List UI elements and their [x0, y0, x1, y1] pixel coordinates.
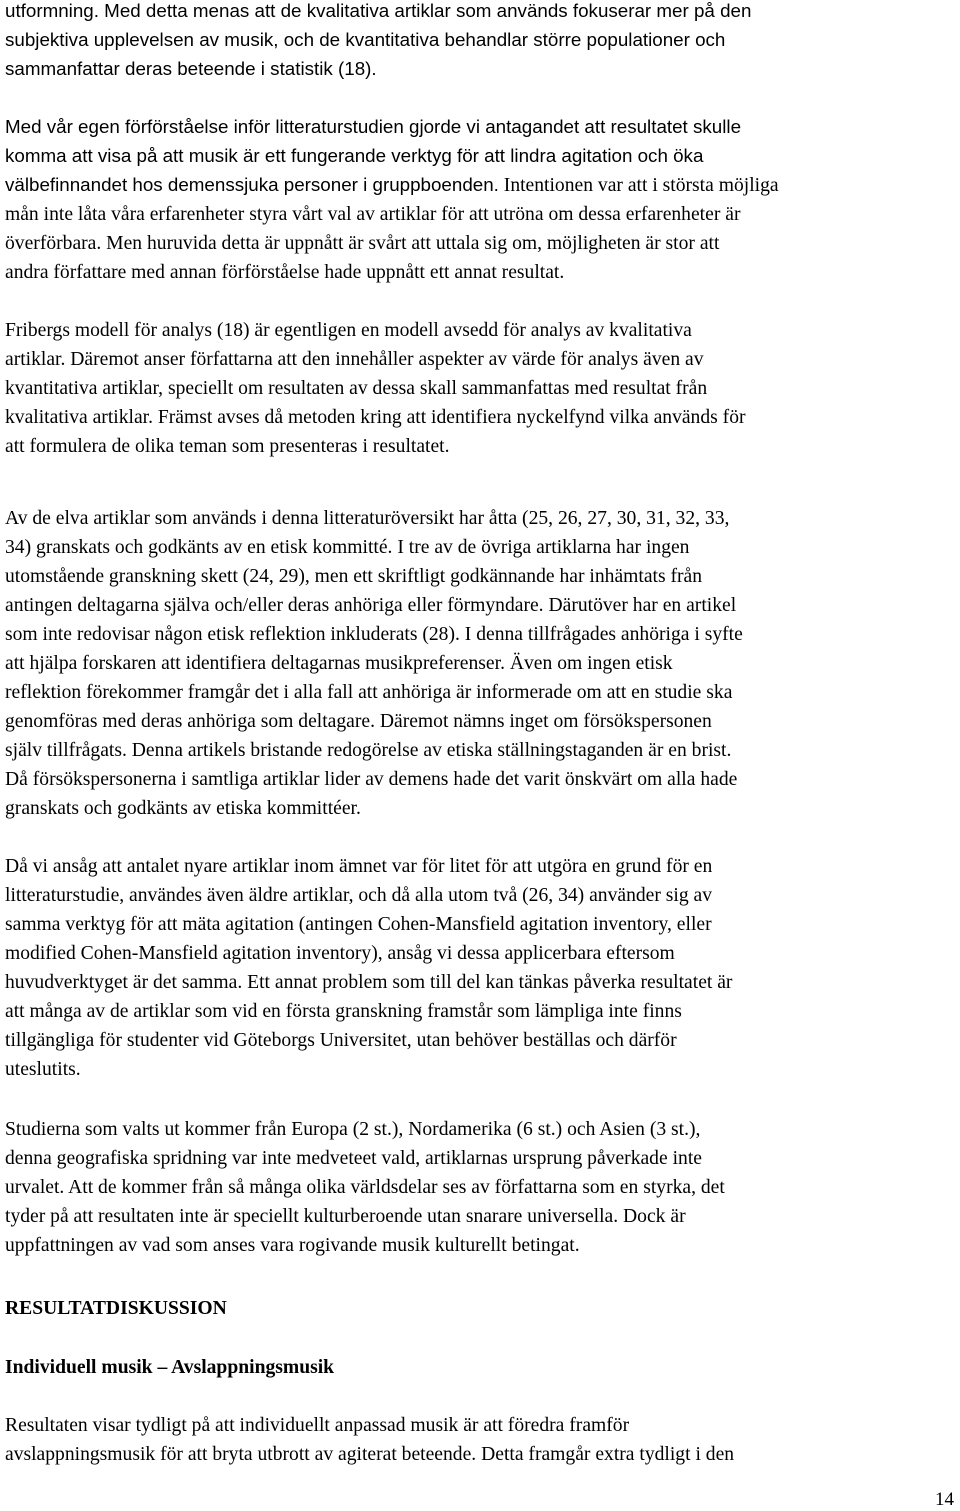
text-line: litteraturstudie, användes även äldre artiklar, och då alla utom två (26, 34) använder sig av	[5, 885, 713, 906]
paragraph-2	[5, 112, 779, 287]
subsection-heading: Individuell musik – Avslappningsmusik	[5, 1357, 335, 1378]
text-line: Studierna som valts ut kommer från Europa (2 st.), Nordamerika (6 st.) och Asien (3 st.),	[5, 1119, 701, 1140]
section-heading: RESULTATDISKUSSION	[5, 1298, 227, 1319]
text-line: urvalet. Att de kommer från så många olika världsdelar ses av författarna som en styrka, det	[5, 1177, 725, 1198]
text-line: att formulera de olika teman som presenteras i resultatet.	[5, 436, 450, 457]
text-line: kvantitativa artiklar, speciellt om resultaten av dessa skall sammanfattas med resultat från	[5, 378, 708, 399]
text-line: andra författare med annan förförståelse hade uppnått ett annat resultat.	[5, 262, 565, 283]
text-line: reflektion förekommer framgår det i alla fall att anhöriga är informerade om att en studie ska	[5, 682, 733, 703]
text-line: komma att visa på att musik är ett fungerande verktyg för att lindra agitation och öka	[5, 145, 704, 166]
text-line: uteslutits.	[5, 1059, 81, 1080]
text-line: subjektiva upplevelsen av musik, och de kvantitativa behandlar större populationer och	[5, 29, 726, 50]
text-line: själv tillfrågats. Denna artikels bristande redogörelse av etiska ställningstaganden är en brist.	[5, 740, 732, 761]
text-line: Fribergs modell för analys (18) är egentligen en modell avsedd för analys av kvalitativa	[5, 320, 692, 341]
text-line: samma verktyg för att mäta agitation (antingen Cohen-Mansfield agitation inventory, eller	[5, 914, 712, 935]
text-line: mån inte låta våra erfarenheter styra vårt val av artiklar för att utröna om dessa erfarenheter är	[5, 204, 741, 225]
paragraph-7	[5, 1411, 734, 1469]
paragraph-1	[5, 0, 751, 83]
paragraph-5	[5, 852, 732, 1084]
paragraph-6	[5, 1115, 725, 1260]
text-line: att många av de artiklar som vid en första granskning framstår som lämpliga inte finns	[5, 1001, 682, 1022]
text-line: Då försökspersonerna i samtliga artiklar lider av demens hade det varit önskvärt om alla hade	[5, 769, 738, 790]
text-line: Av de elva artiklar som används i denna litteraturöversikt har åtta (25, 26, 27, 30, 31, 32, 33,	[5, 508, 730, 529]
text-line: antingen deltagarna själva och/eller deras anhöriga eller förmyndare. Därutöver har en artikel	[5, 595, 737, 616]
paragraph-3	[5, 316, 746, 461]
text-line: Med vår egen förförståelse inför litteraturstudien gjorde vi antagandet att resultatet skulle	[5, 116, 742, 137]
text-line: avslappningsmusik för att bryta utbrott av agiterat beteende. Detta framgår extra tydligt i den	[5, 1444, 735, 1465]
text-line: Då vi ansåg att antalet nyare artiklar inom ämnet var för litet för att utgöra en grund för en	[5, 856, 713, 877]
text-line: att hjälpa forskaren att identifiera deltagarnas musikpreferenser. Även om ingen etisk	[5, 653, 673, 674]
text-segment: Intentionen var att i största möjliga	[498, 175, 779, 196]
text-line: uppfattningen av vad som anses vara rogivande musik kulturellt betingat.	[5, 1235, 580, 1256]
text-line: huvudverktyget är det samma. Ett annat problem som till del kan tänkas påverka resultatet är	[5, 972, 733, 993]
text-line: överförbara. Men huruvida detta är uppnått är svårt att uttala sig om, möjligheten är stor att	[5, 233, 720, 254]
text-line: kvalitativa artiklar. Främst avses då metoden kring att identifiera nyckelfynd vilka används för	[5, 407, 746, 428]
text-line: tillgängliga för studenter vid Göteborgs Universitet, utan behöver beställas och därför	[5, 1030, 677, 1051]
text-line: utomstående granskning skett (24, 29), men ett skriftligt godkännande har inhämtats från	[5, 566, 703, 587]
page-number: 14	[935, 1489, 954, 1510]
text-line: tyder på att resultaten inte är speciellt kulturberoende utan snarare universella. Dock är	[5, 1206, 686, 1227]
text-line: som inte redovisar någon etisk reflektion inkluderats (28). I denna tillfrågades anhöriga i syfte	[5, 624, 743, 645]
text-line	[5, 170, 779, 200]
text-line: artiklar. Däremot anser författarna att den innehåller aspekter av värde för analys även av	[5, 349, 704, 370]
text-line: modified Cohen-Mansfield agitation inventory), ansåg vi dessa applicerbara eftersom	[5, 943, 675, 964]
text-line: genomföras med deras anhöriga som deltagare. Däremot nämns inget om försökspersonen	[5, 711, 712, 732]
paragraph-4	[5, 504, 743, 823]
text-segment: välbefinnandet hos demenssjuka personer i gruppboenden.	[5, 174, 499, 195]
text-line: Resultaten visar tydligt på att individuellt anpassad musik är att föredra framför	[5, 1415, 630, 1436]
text-line: granskats och godkänts av etiska kommittéer.	[5, 798, 361, 819]
text-line: 34) granskats och godkänts av en etisk kommitté. I tre av de övriga artiklarna har ingen	[5, 537, 690, 558]
text-line: utformning. Med detta menas att de kvalitativa artiklar som används fokuserar mer på den	[5, 0, 752, 21]
text-line: sammanfattar deras beteende i statistik (18).	[5, 58, 377, 79]
text-line: denna geografiska spridning var inte medveteet vald, artiklarnas ursprung påverkade inte	[5, 1148, 702, 1169]
